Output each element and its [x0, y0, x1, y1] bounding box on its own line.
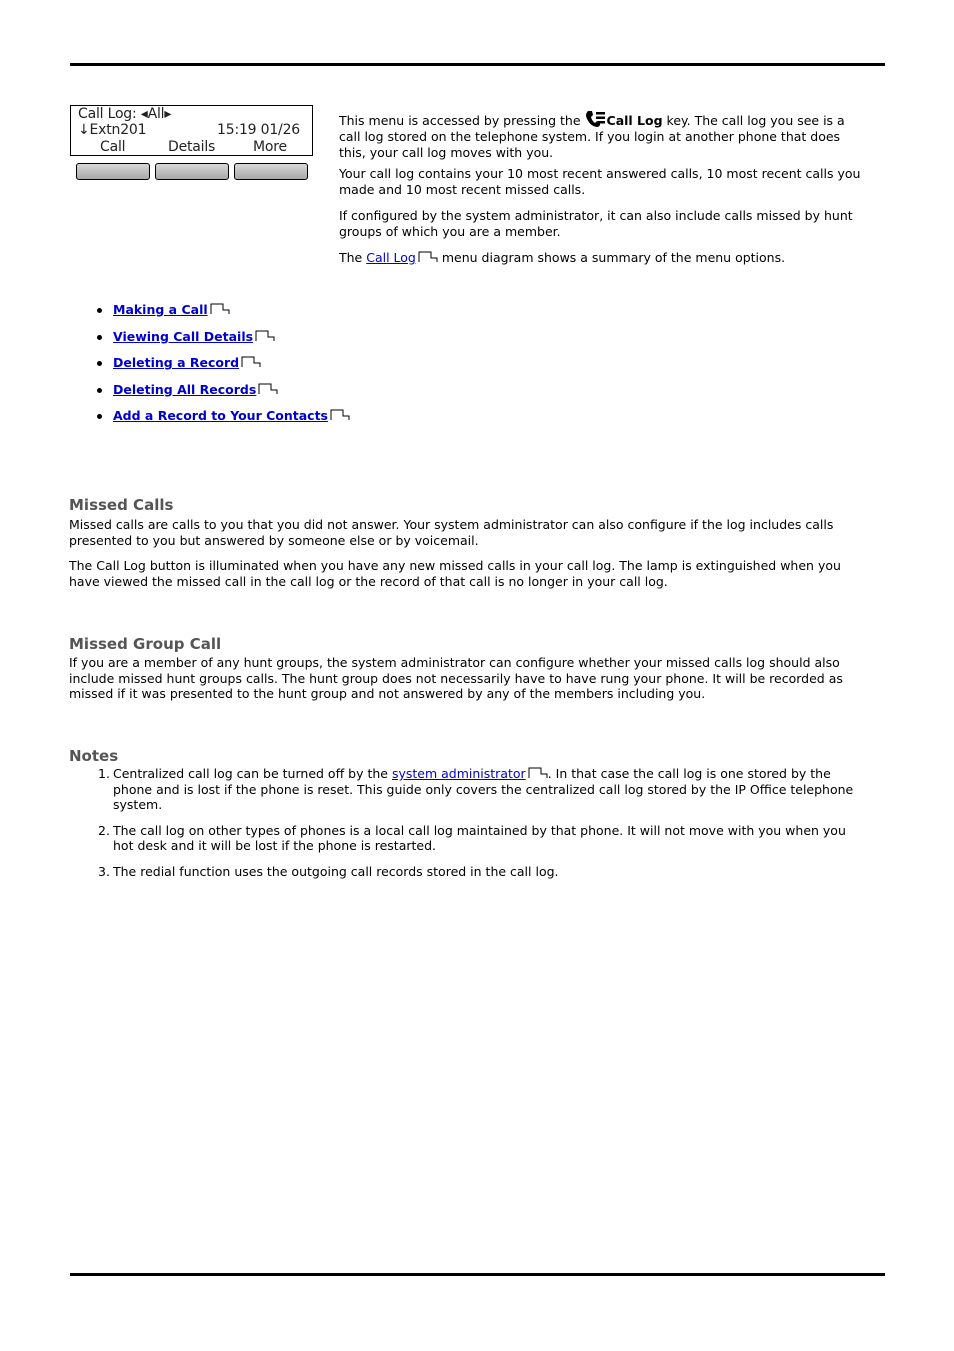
note-number: 3.	[98, 863, 110, 879]
system-administrator-link[interactable]: system administrator	[391, 766, 526, 781]
jump-link-icon	[258, 383, 278, 395]
note-1-post: . In that case the call log is one stored by the phone and is lost if the phone is reset. This guide only covers the centralized call log stored by the IP Office telephone system.	[113, 766, 854, 812]
jump-link-icon	[255, 330, 275, 342]
list-item	[97, 353, 350, 380]
missed-calls-paragraph-2: The Call Log button is illuminated when you have any new missed calls in your call log. The lamp is extinguished when you have viewed the missed call in the call log or the record of that call is no longer in your call log.	[69, 558, 841, 589]
softkey-button-1	[76, 163, 150, 180]
softkey-button-3	[234, 163, 308, 180]
deleting-a-record-link[interactable]: Deleting a Record	[113, 355, 240, 371]
missed-group-call-paragraph: If you are a member of any hunt groups, the system administrator can configure whether your missed calls log should also include missed hunt groups calls. The hunt group does not necessarily have to have rung your phone. It will be recorded as missed if it was presented to the hunt group and not answered by any of the members including you.	[69, 655, 843, 701]
phone-display	[70, 105, 313, 156]
intro-p1-post: key. The call log you see is a call log stored on the telephone system. If you login at another phone that does this, your call log moves with you.	[339, 113, 845, 160]
jump-link-icon	[418, 251, 438, 263]
softkey-label-details: Details	[168, 139, 216, 155]
intro-paragraph-3: If configured by the system administrator, it can also include calls missed by hunt groups of which you are a member.	[339, 208, 853, 239]
note-3-text: The redial function uses the outgoing call records stored in the call log.	[113, 863, 559, 879]
missed-group-call-heading: Missed Group Call	[69, 635, 222, 653]
call-log-key-icon	[585, 109, 607, 129]
jump-link-icon	[241, 356, 261, 368]
intro-p4-pre: The	[339, 250, 363, 265]
display-line-1: Call Log: ◂All▸	[78, 106, 172, 122]
notes-list	[98, 766, 868, 889]
note-number: 2.	[98, 822, 110, 838]
footer-rule	[70, 1273, 885, 1276]
list-item	[98, 864, 868, 880]
softkey-button-2	[155, 163, 229, 180]
notes-heading: Notes	[69, 747, 119, 765]
jump-link-icon	[528, 767, 548, 779]
call-log-link[interactable]: Call Log	[366, 250, 416, 265]
intro-p4-post: menu diagram shows a summary of the menu options.	[441, 250, 786, 265]
jump-link-icon	[330, 409, 350, 421]
list-item	[97, 300, 350, 327]
display-extension: ↓Extn201	[78, 122, 147, 138]
viewing-call-details-link[interactable]: Viewing Call Details	[113, 328, 254, 344]
display-line-2	[78, 122, 300, 139]
missed-calls-heading: Missed Calls	[69, 496, 174, 514]
add-record-to-contacts-link[interactable]: Add a Record to Your Contacts	[113, 408, 328, 424]
list-item	[98, 766, 868, 813]
list-item	[98, 823, 868, 854]
list-item	[97, 380, 350, 407]
topic-link-list	[97, 300, 350, 433]
making-a-call-link[interactable]: Making a Call	[113, 302, 208, 317]
list-item	[97, 327, 350, 354]
header-rule	[70, 63, 885, 66]
call-log-key-label: Call Log	[606, 113, 663, 128]
softkey-label-call: Call	[100, 139, 126, 155]
note-1-pre: Centralized call log can be turned off by the	[113, 766, 388, 781]
missed-calls-paragraph-1: Missed calls are calls to you that you did not answer. Your system administrator can also configure if the log includes calls presented to you but answered by someone else or by voicemail.	[69, 517, 834, 548]
jump-link-icon	[210, 303, 230, 315]
note-2-text: The call log on other types of phones is a local call log maintained by that phone. It will not move with you when you hot desk and it will be lost if the phone is restarted.	[113, 822, 846, 853]
note-number: 1.	[98, 766, 110, 781]
intro-paragraph-2: Your call log contains your 10 most recent answered calls, 10 most recent calls you made and 10 most recent missed calls.	[339, 166, 861, 197]
list-item	[97, 406, 350, 433]
intro-paragraph-1	[339, 109, 864, 160]
intro-p1-pre: This menu is accessed by pressing the	[339, 113, 581, 128]
display-time: 15:19 01/26	[217, 122, 300, 138]
softkey-label-more: More	[253, 139, 287, 155]
intro-paragraph-4	[339, 250, 864, 266]
deleting-all-records-link[interactable]: Deleting All Records	[113, 381, 257, 397]
